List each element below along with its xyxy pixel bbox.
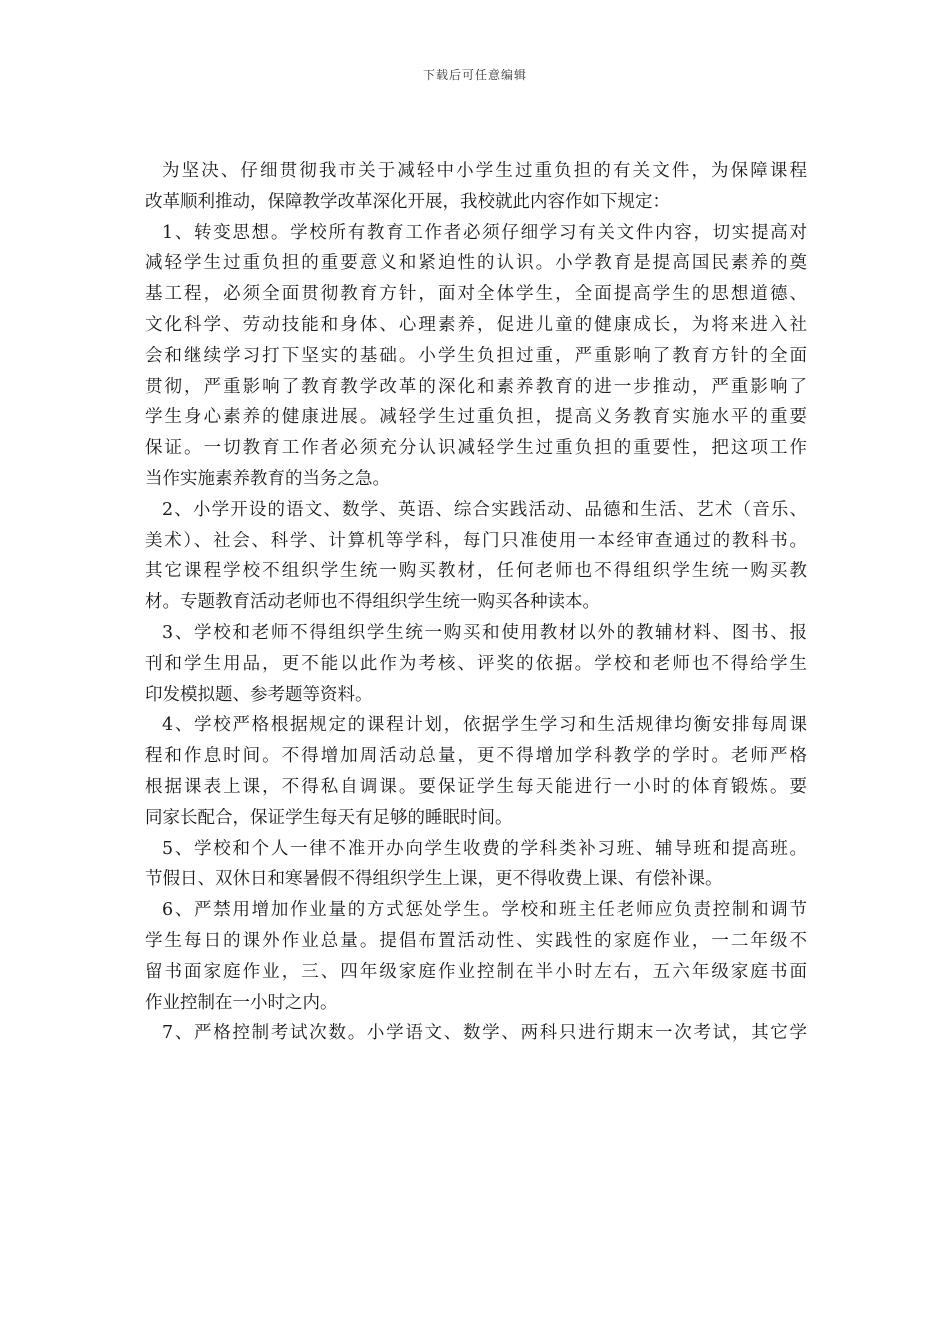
text-line: 印发模拟题、参考题等资料。 xyxy=(145,684,373,705)
header-note: 下载后可任意编辑 xyxy=(422,68,527,82)
document-body xyxy=(145,156,807,1049)
text-line: 当作实施素养教育的当务之急。 xyxy=(145,468,390,489)
paragraph-item-5 xyxy=(145,834,807,896)
paragraph-item-4 xyxy=(145,710,807,833)
paragraph-item-7 xyxy=(145,1018,807,1049)
text-line: 程和作息时间。不得增加周活动总量，更不得增加学科教学的学时。老师严格 xyxy=(145,746,807,767)
text-line: 6、严禁用增加作业量的方式惩处学生。学校和班主任老师应负责控制和调节 xyxy=(162,900,807,921)
text-line: 5、学校和个人一律不准开办向学生收费的学科类补习班、辅导班和提高班。 xyxy=(162,838,807,859)
text-line: 1、转变思想。学校所有教育工作者必须仔细学习有关文件内容，切实提高对 xyxy=(162,222,807,243)
text-line: 文化科学、劳动技能和身体、心理素养，促进儿童的健康成长，为将来进入社 xyxy=(145,314,807,335)
text-line: 7、严格控制考试次数。小学语文、数学、两科只进行期末一次考试，其它学 xyxy=(162,1023,807,1044)
text-line: 减轻学生过重负担的重要意义和紧迫性的认识。小学教育是提高国民素养的奠 xyxy=(145,253,807,274)
paragraph-item-6 xyxy=(145,895,807,1018)
text-line: 材。专题教育活动老师也不得组织学生统一购买各种读本。 xyxy=(145,592,600,613)
text-line: 2、小学开设的语文、数学、英语、综合实践活动、品德和生活、艺术（音乐、 xyxy=(162,499,807,520)
paragraph-item-2 xyxy=(145,495,807,618)
paragraph-item-1 xyxy=(145,218,807,495)
text-line: 为坚决、仔细贯彻我市关于减轻中小学生过重负担的有关文件，为保障课程 xyxy=(162,161,807,181)
text-line: 美术）、社会、科学、计算机等学科，每门只准使用一本经审查通过的教科书。 xyxy=(145,530,807,551)
text-line: 学生身心素养的健康进展。减轻学生过重负担，提高义务教育实施水平的重要 xyxy=(145,407,807,428)
text-line: 3、学校和老师不得组织学生统一购买和使用教材以外的教辅材料、图书、报 xyxy=(162,622,807,643)
text-line: 根据课表上课，不得私自调课。要保证学生每天能进行一小时的体育锻炼。要 xyxy=(145,776,807,797)
text-line: 改革顺利推动，保障教学改革深化开展，我校就此内容作如下规定： xyxy=(145,191,670,212)
text-line: 同家长配合，保证学生每天有足够的睡眠时间。 xyxy=(145,807,513,828)
text-line: 学生每日的课外作业总量。提倡布置活动性、实践性的家庭作业，一二年级不 xyxy=(145,930,807,951)
text-line: 4、学校严格根据规定的课程计划，依据学生学习和生活规律均衡安排每周课 xyxy=(162,715,807,736)
paragraph-item-3 xyxy=(145,618,807,710)
text-line: 作业控制在一小时之内。 xyxy=(145,992,338,1013)
text-line: 保证。一切教育工作者必须充分认识减轻学生过重负担的重要性，把这项工作 xyxy=(145,438,807,459)
text-line: 贯彻，严重影响了教育教学改革的深化和素养教育的进一步推动，严重影响了 xyxy=(145,376,807,397)
paragraph-intro xyxy=(145,156,807,218)
text-line: 基工程，必须全面贯彻教育方针，面对全体学生，全面提高学生的思想道德、 xyxy=(145,284,807,305)
text-line: 刊和学生用品，更不能以此作为考核、评奖的依据。学校和老师也不得给学生 xyxy=(145,653,807,674)
text-line: 留书面家庭作业，三、四年级家庭作业控制在半小时左右，五六年级家庭书面 xyxy=(145,961,807,982)
text-line: 会和继续学习打下坚实的基础。小学生负担过重，严重影响了教育方针的全面 xyxy=(145,345,807,366)
text-line: 其它课程学校不组织学生统一购买教材，任何老师也不得组织学生统一购买教 xyxy=(145,561,807,582)
text-line: 节假日、双休日和寒暑假不得组织学生上课，更不得收费上课、有偿补课。 xyxy=(145,869,723,890)
